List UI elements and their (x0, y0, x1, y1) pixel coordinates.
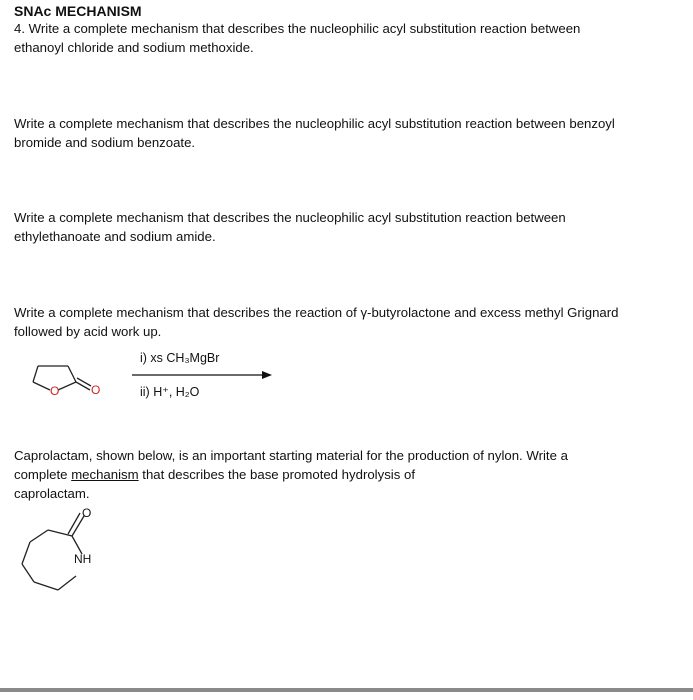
mechanism-underlined: mechanism (71, 467, 139, 482)
reagent-step-1: i) xs CH₃MgBr (140, 351, 220, 365)
q5-line-2: bromide and sodium benzoate. (14, 135, 196, 150)
q8-line-2-suffix: that describes the base promoted hydrolysis of (138, 467, 415, 482)
reagent-step-2: ii) H⁺, H₂O (140, 385, 200, 399)
q6-line-2: ethylethanoate and sodium amide. (14, 229, 216, 244)
q4-line-2: ethanoyl chloride and sodium methoxide. (14, 40, 254, 55)
caprolactam-oxygen-label: O (82, 506, 92, 520)
q8-line-2 (14, 465, 415, 484)
q8-line-2-prefix: complete (14, 467, 72, 482)
reaction-arrow-head (262, 371, 272, 379)
ring-oxygen-label: O (50, 384, 60, 398)
q6-line-1: Write a complete mechanism that describes the nucleophilic acyl substitution reaction between (14, 210, 566, 225)
footer-divider (0, 688, 693, 692)
nh-label: NH (74, 552, 92, 566)
q7-line-2: followed by acid work up. (14, 324, 162, 339)
q5-line-1: Write a complete mechanism that describes the nucleophilic acyl substitution reaction between benzoyl (14, 116, 615, 131)
q8-line-3: caprolactam. (14, 486, 90, 501)
page-title: SNAc MECHANISM (14, 3, 142, 19)
q4-line-1: 4. Write a complete mechanism that describes the nucleophilic acyl substitution reaction between (14, 21, 581, 36)
carbonyl-oxygen-label: O (91, 383, 101, 397)
butyrolactone-structure (33, 366, 91, 390)
caprolactam-structure (10, 500, 120, 610)
q7-line-1: Write a complete mechanism that describes the reaction of γ-butyrolactone and excess methyl Grignard (14, 305, 619, 320)
q8-line-1: Caprolactam, shown below, is an important starting material for the production of nylon. Write a (14, 448, 568, 463)
